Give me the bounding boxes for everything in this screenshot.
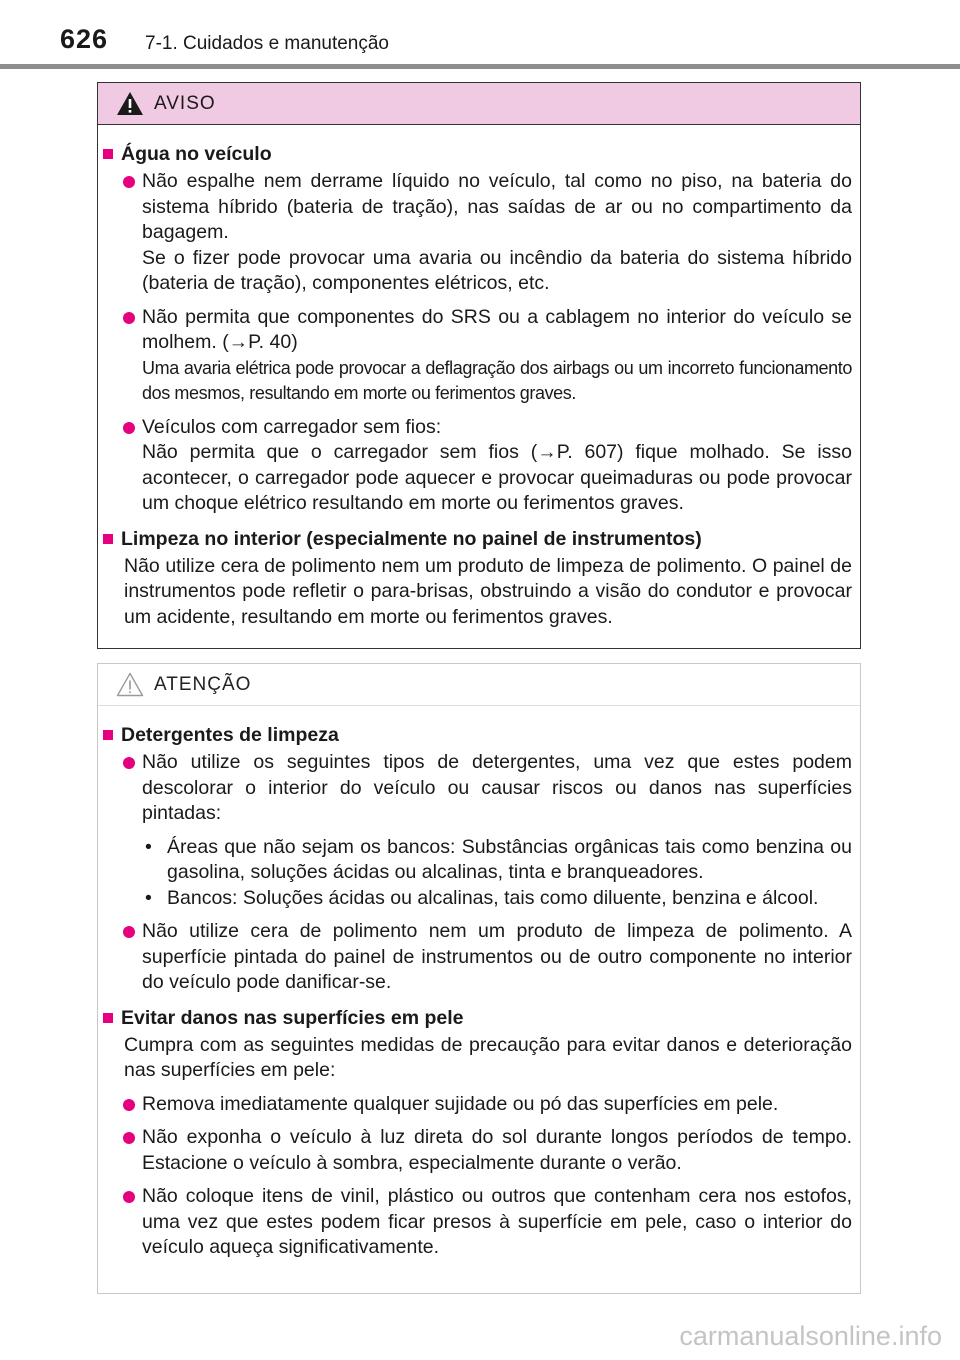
watermark-link[interactable]: carmanualsonline.info	[679, 1321, 942, 1351]
warning-box-body	[98, 125, 860, 630]
page-number: 626	[60, 24, 109, 54]
small-bullet-icon: •	[145, 835, 152, 858]
list-item: Não espalhe nem derrame líquido no veículo, tal como no piso, na bateria do sistema híbrido (bateria de tração), nas saídas de ar ou no compartimento da bagagem. Se o fizer pode provocar uma avaria ou incêndio da bateria do sistema híbrido (bateria de tração), componentes elétricos, etc.	[123, 169, 852, 297]
warning-triangle-filled-icon	[116, 91, 144, 116]
round-bullet-icon	[123, 312, 135, 324]
section-heading: Detergentes de limpeza	[103, 721, 852, 749]
list-item: Não utilize os seguintes tipos de detergentes, uma vez que estes podem descolorar o interior do veículo ou causar riscos ou danos nas superfícies pintadas: • Áreas que não sejam os bancos: Substâncias orgânicas tais como benzina ou gasolina, soluções ácidas ou alcalinas, tinta e branqueadores. • Bancos: Soluções ácidas ou alcalinas, tais como diluente, benzina e álcool.	[123, 750, 852, 911]
round-bullet-icon	[123, 422, 135, 434]
round-bullet-icon	[123, 1099, 135, 1111]
caution-box-title: ATENÇÃO	[154, 673, 252, 695]
round-bullet-icon	[123, 176, 135, 188]
square-bullet-icon	[103, 534, 113, 544]
section-title: 7-1. Cuidados e manutenção	[145, 33, 389, 54]
sub-list-item: • Áreas que não sejam os bancos: Substâncias orgânicas tais como benzina ou gasolina, soluções ácidas ou alcalinas, tinta e branqueadores.	[142, 835, 852, 886]
round-bullet-icon	[123, 1191, 135, 1203]
list-item: Não permita que componentes do SRS ou a cablagem no interior do veículo se molhem. (→P. 40) Uma avaria elétrica pode provocar a deflagração dos airbags ou um incorreto funcionamento dos mesmos, resultando em morte ou ferimentos graves.	[123, 305, 852, 407]
paragraph: Cumpra com as seguintes medidas de precaução para evitar danos e deterioração nas superfícies em pele:	[124, 1033, 852, 1081]
sub-list-item: • Bancos: Soluções ácidas ou alcalinas, tais como diluente, benzina e álcool.	[142, 886, 852, 912]
caution-triangle-outline-icon	[116, 672, 144, 697]
page-header	[0, 0, 960, 72]
list-item: Veículos com carregador sem fios: Não permita que o carregador sem fios (→P. 607) fique molhado. Se isso acontecer, o carregador pode aquecer e provocar queimaduras ou pode provocar um choque elétrico resultando em morte ou ferimentos graves.	[123, 415, 852, 517]
list-item: Não coloque itens de vinil, plástico ou outros que contenham cera nos estofos, uma vez que estes podem ficar presos à superfície em pele, caso o interior do veículo aqueça significativamente.	[123, 1184, 852, 1261]
round-bullet-icon	[123, 926, 135, 938]
warning-box	[97, 82, 861, 649]
section-heading: Limpeza no interior (especialmente no painel de instrumentos)	[103, 525, 852, 553]
square-bullet-icon	[103, 149, 113, 159]
sub-list	[142, 835, 852, 912]
round-bullet-icon	[123, 1132, 135, 1144]
round-bullet-icon	[123, 757, 135, 769]
caution-box-body	[98, 706, 860, 1261]
square-bullet-icon	[103, 730, 113, 740]
small-bullet-icon: •	[145, 886, 152, 909]
paragraph: Não utilize cera de polimento nem um produto de limpeza de polimento. O painel de instrumentos pode refletir o para-brisas, obstruindo a visão do condutor e provocar um acidente, resultando em morte ou ferimentos graves.	[124, 554, 852, 628]
square-bullet-icon	[103, 1013, 113, 1023]
header-rule	[0, 64, 960, 69]
caution-box	[97, 663, 861, 1294]
caution-box-header	[98, 664, 860, 706]
section-heading: Água no veículo	[103, 140, 852, 168]
list-item: Não utilize cera de polimento nem um produto de limpeza de polimento. A superfície pintada do painel de instrumentos ou de outro componente no interior do veículo pode danificar-se.	[123, 919, 852, 996]
warning-box-title: AVISO	[154, 92, 216, 114]
warning-box-header	[98, 83, 860, 125]
list-item: Não exponha o veículo à luz direta do sol durante longos períodos de tempo. Estacione o veículo à sombra, especialmente durante o verão.	[123, 1125, 852, 1176]
section-heading: Evitar danos nas superfícies em pele	[103, 1004, 852, 1032]
list-item: Remova imediatamente qualquer sujidade ou pó das superfícies em pele.	[123, 1092, 852, 1118]
